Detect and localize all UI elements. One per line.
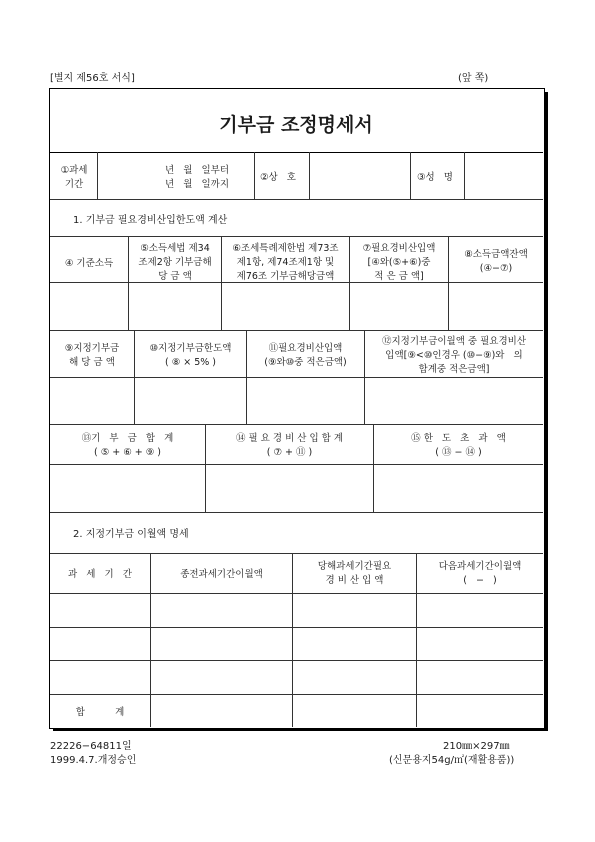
section2-heading: 2. 지정기부금 이월액 명세	[73, 529, 189, 540]
frame-shadow-bottom	[53, 728, 548, 731]
divider	[50, 464, 543, 465]
income-tax-donation-header-1: ⑤소득세법 제34	[140, 243, 210, 254]
divider	[50, 282, 543, 283]
divider	[50, 627, 543, 628]
next-carryover-column-header-1: 다음과세기간이월액	[438, 561, 522, 572]
donation-limit-header-2: ( ⑧ × 5% )	[164, 357, 217, 368]
to-date-label: 년 월 일까지	[165, 179, 230, 190]
excess-amount-header-2: ( ⑬ − ⑭ )	[435, 447, 482, 458]
total-row-label: 합 계	[75, 707, 125, 718]
income-tax-donation-header-3: 당 금 액	[158, 271, 192, 282]
divider	[50, 553, 543, 554]
donation-limit-header-1: ⑩지정기부금한도액	[149, 343, 232, 354]
total-deductible-header-2: ( ⑦ + ⑪ )	[266, 447, 313, 458]
current-deductible-column-header-2: 경 비 산 입 액	[325, 575, 384, 586]
tax-period-label-1: ①과세	[60, 165, 88, 176]
divider	[50, 694, 543, 695]
divider	[50, 330, 543, 331]
tax-period-column-header: 과 세 기 간	[68, 569, 132, 580]
title-divider	[50, 152, 543, 153]
excess-amount-header-1: ⑮ 한 도 초 과 액	[411, 433, 506, 444]
company-name-label: ②상 호	[260, 172, 296, 183]
divider	[50, 424, 543, 425]
section1-heading: 1. 기부금 필요경비산입한도액 계산	[73, 215, 228, 226]
prior-carryover-column-header: 종전과세기간이월액	[180, 569, 263, 580]
approval-date: 1999.4.7.개정승인	[50, 755, 137, 766]
designated-donation-header-1: ⑨지정기부금	[64, 343, 120, 354]
person-name-label: ③성 명	[417, 172, 453, 183]
base-income-header: ④ 기준소득	[64, 258, 114, 269]
paper-type: (신문용지54g/㎡(재활용품))	[389, 755, 515, 766]
divider	[50, 660, 543, 661]
carryover-deduction-header-1: ⑫지정기부금이월액 중 필요경비산	[381, 336, 527, 347]
current-deductible-column-header-1: 당해과세기간필요	[317, 561, 392, 572]
total-deductible-header-1: ⑭ 필 요 경 비 산 입 합 계	[235, 433, 344, 444]
divider	[410, 152, 411, 199]
carryover-deduction-header-3: 합계중 적은금액]	[418, 364, 490, 375]
next-carryover-column-header-2: ( − )	[463, 575, 497, 586]
special-tax-donation-header-3: 제76조 기부금해당금액	[236, 271, 335, 282]
from-date-label: 년 월 일부터	[165, 165, 230, 176]
form-code: 22226−64811일	[50, 741, 132, 752]
form-frame	[49, 88, 545, 729]
page-side-label: (앞 쪽)	[458, 73, 489, 84]
divider	[464, 152, 465, 199]
deductible-expense-header-2: [④와(⑤+⑥)중	[367, 257, 431, 268]
remaining-income-header-1: ⑧소득금액잔액	[464, 249, 528, 260]
designated-donation-header-2: 해 당 금 액	[69, 357, 115, 368]
divider	[50, 236, 543, 237]
tax-period-label-2: 기간	[64, 179, 84, 190]
divider	[97, 152, 98, 199]
carryover-deduction-header-2: 입액[⑨<⑩인경우 (⑩−⑨)와 의	[385, 350, 523, 361]
divider	[50, 199, 543, 200]
frame-shadow-right	[545, 92, 548, 730]
remaining-income-header-2: (④−⑦)	[479, 263, 513, 274]
special-tax-donation-header-2: 제1항, 제74조제1항 및	[236, 257, 335, 268]
paper-size: 210㎜×297㎜	[443, 741, 510, 752]
divider	[50, 377, 543, 378]
income-tax-donation-header-2: 조제2항 기부금해	[138, 257, 212, 268]
form-title: 기부금 조정명세서	[219, 114, 373, 136]
divider	[254, 152, 255, 199]
deductible-expense-header-1: ⑦필요경비산입액	[362, 243, 436, 254]
divider	[309, 152, 310, 199]
divider	[50, 593, 543, 594]
special-tax-donation-header-1: ⑥조세특례제한법 제73조	[232, 243, 339, 254]
total-donation-header-1: ⑬기 부 금 합 계	[81, 433, 174, 444]
deductible-amount-header-1: ⑪필요경비산입액	[268, 343, 343, 354]
divider	[50, 512, 543, 513]
form-number: [별지 제56호 서식]	[50, 73, 135, 84]
total-donation-header-2: ( ⑤ + ⑥ + ⑨ )	[93, 447, 161, 458]
deductible-expense-header-3: 적 은 금 액]	[374, 271, 424, 282]
deductible-amount-header-2: (⑨와⑩중 적은금액)	[264, 357, 347, 368]
